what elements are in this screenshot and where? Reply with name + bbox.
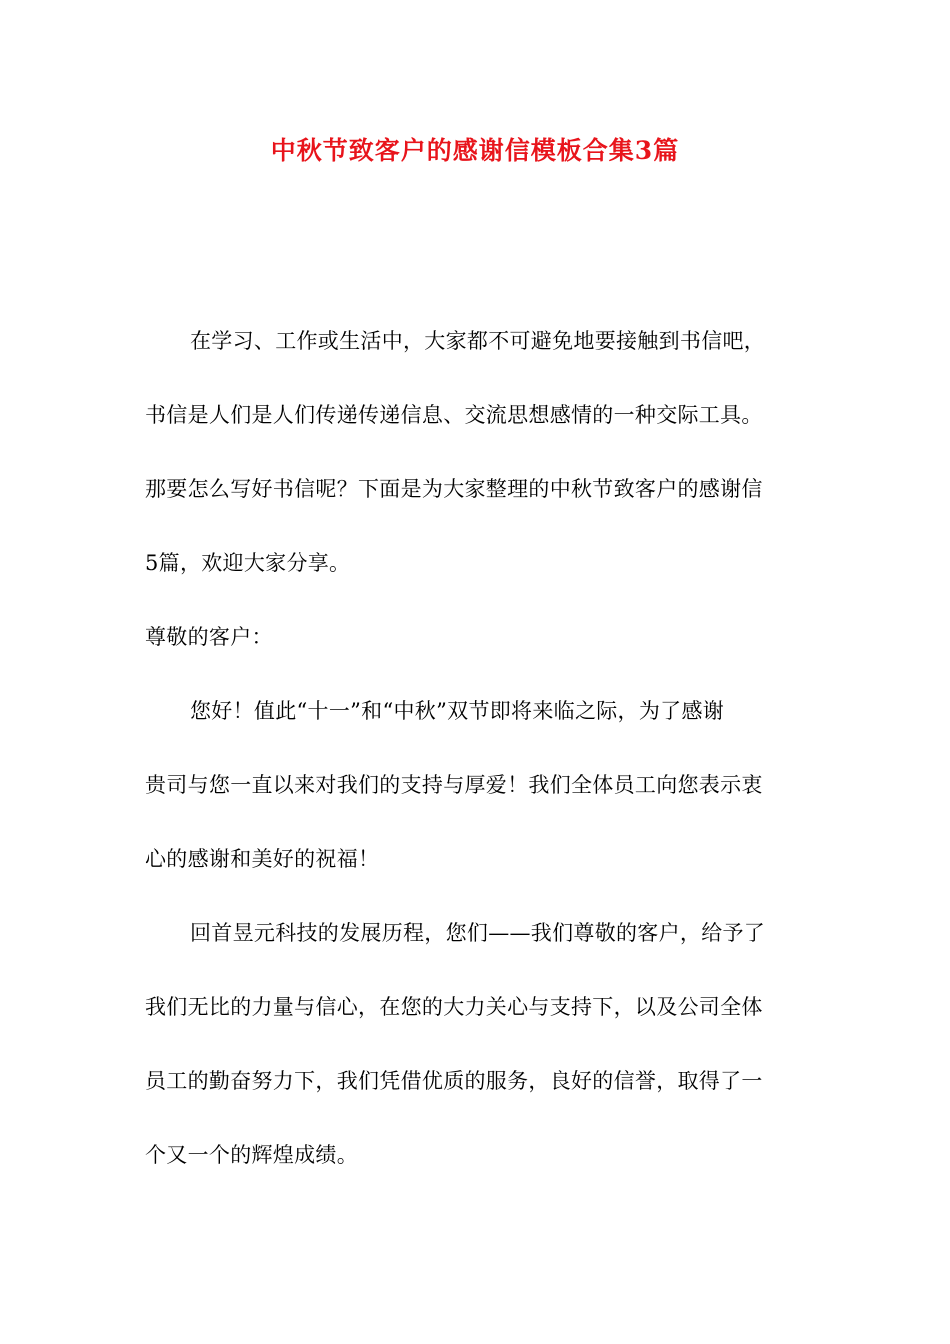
body-line: 心的感谢和美好的祝福！ xyxy=(145,847,380,871)
body-line: 5篇，欢迎大家分享。 xyxy=(145,551,351,575)
body-line: 在学习、工作或生活中，大家都不可避免地要接触到书信吧， xyxy=(190,329,766,353)
body-line: 回首昱元科技的发展历程，您们——我们尊敬的客户，给予了 xyxy=(190,921,766,945)
body-line: 我们无比的力量与信心，在您的大力关心与支持下，以及公司全体 xyxy=(145,995,763,1019)
body-line: 您好！值此“十一”和“中秋”双节即将来临之际，为了感谢 xyxy=(190,699,725,723)
salutation: 尊敬的客户： xyxy=(145,625,273,649)
document-body xyxy=(145,304,810,1192)
body-line: 贵司与您一直以来对我们的支持与厚爱！我们全体员工向您表示衷 xyxy=(145,773,763,797)
body-line: 书信是人们是人们传递传递信息、交流思想感情的一种交际工具。 xyxy=(145,403,763,427)
body-line: 员工的勤奋努力下，我们凭借优质的服务，良好的信誉，取得了一 xyxy=(145,1069,763,1093)
body-line: 个又一个的辉煌成绩。 xyxy=(145,1143,358,1167)
body-line: 那要怎么写好书信呢？下面是为大家整理的中秋节致客户的感谢信 xyxy=(145,477,763,501)
document-title: 中秋节致客户的感谢信模板合集3篇 xyxy=(270,136,680,165)
